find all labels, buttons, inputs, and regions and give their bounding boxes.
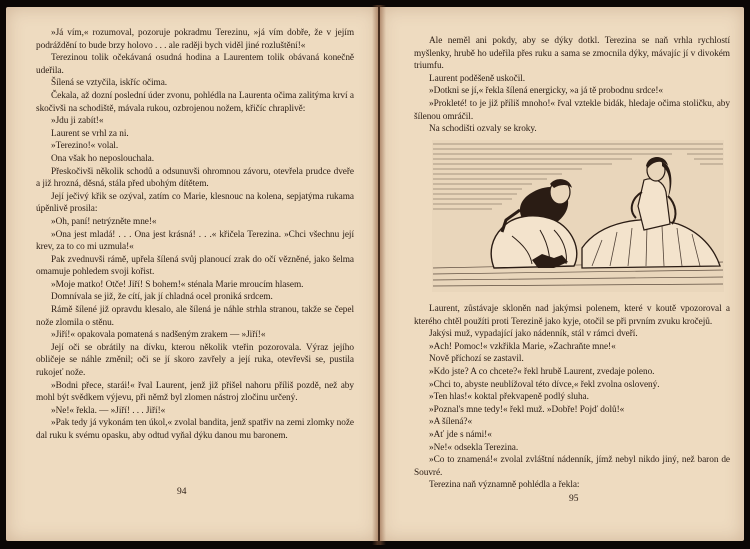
- paragraph: »Chci to, abyste neublížoval této dívce,« řekl zvolna oslovený.: [429, 379, 660, 390]
- paragraph: »Pak tedy já vykonám ten úkol,« zvolal bandita, jenž spatřiv na zemi zlomky nože dal ruku k svému opasku, aby odtud vyňal dýku danou mu baronem.: [36, 418, 354, 441]
- engraving-illustration: [432, 140, 724, 292]
- paragraph: Laurent poděšeně uskočil.: [429, 73, 526, 84]
- paragraph: »Ona jest mladá! . . . Ona jest krásná! . . .« křičela Terezina. »Chci všechnu její krev, za to co mi uzmula!«: [36, 229, 354, 253]
- paragraph: »Jdu ji zabít!«: [51, 116, 104, 127]
- paragraph: »Poznal's mne tedy!« řekl muž. »Dobře! Pojď dolů!«: [429, 404, 625, 415]
- book-gutter: [372, 5, 386, 545]
- right-page-text-top: [414, 35, 730, 136]
- paragraph: Terezina naň významně pohlédla a řekla:: [429, 480, 580, 491]
- left-page: [6, 7, 378, 541]
- paragraph: Ale neměl ani pokdy, aby se dýky dotkl. Terezina se naň vrhla rychlostí myšlenky, hrubě ho udeřila přes ruku a sama se zmocnila dýky, mávajíc jí v divokém triumfu.: [414, 36, 730, 72]
- right-page-number: 95: [569, 494, 579, 504]
- paragraph: »Ten hlas!« koktal překvapeně podlý sluha.: [429, 392, 589, 403]
- paragraph: »Prokleté! to je již příliš mnoho!« řval vztekle bidák, hledaje očima stoličku, aby šílenou omráčil.: [414, 98, 730, 122]
- paragraph: Jakýsi muž, vypadající jako nádenník, stál v rámci dveří.: [429, 329, 638, 340]
- paragraph: Její oči se obrátily na dívku, kterou několik vteřin pozorovala. Výraz jejího obličeje se náhle změnil; oči se jí skoro zavřely a její ruka, otevřevši se, pustila rukojeť nože.: [36, 342, 354, 379]
- paragraph: Na schodišti ozvaly se kroky.: [429, 124, 537, 135]
- paragraph: Laurent, zůstávaje skloněn nad jakýmsi polenem, které v koutě vpozoroval a kterého chtěl použíti proti Terezině jako kyje, otočil se při prvním zvuku kročejů.: [414, 304, 730, 327]
- book-spread: [6, 5, 744, 545]
- paragraph: Přeskočivši několik schodů a odsunuvši ohromnou závoru, otevřela prudce dveře a již hrozná, děsná, stála před ubohým dítětem.: [36, 166, 354, 190]
- paragraph: »Já vím,« rozumoval, pozoruje pokradmu Terezinu, »já vím dobře, že v jejím podráždění to bude brzy holovo . . . ale raději bych viděl jiné rozluštění!«: [36, 28, 354, 51]
- paragraph: Terezinou tolik očekávaná osudná hodina a Laurentem tolik obávaná konečně udeřila.: [36, 53, 354, 76]
- right-page: [380, 7, 744, 541]
- paragraph: »Moje matko! Otče! Jiří! S bohem!« sténala Marie mroucím hlasem.: [51, 279, 304, 290]
- left-page-text: [36, 27, 354, 443]
- paragraph: »Jiří!« opakovala pomatená s nadšeným zrakem — »Jiří!«: [51, 330, 266, 341]
- paragraph: Rámě šílené již opravdu klesalo, ale šílená je náhle strhla stranou, takže se čepel nože zlomila o stěnu.: [36, 305, 354, 328]
- right-page-text-bottom: [414, 303, 730, 492]
- paragraph: »Kdo jste? A co chcete?« řekl hrubě Laurent, zvedaje poleno.: [429, 366, 655, 377]
- paragraph: »Oh, paní! netrýzněte mne!«: [51, 216, 157, 227]
- paragraph: »A šílená?«: [429, 417, 473, 428]
- paragraph: Čekala, až dozní poslední úder zvonu, pohlédla na Laurenta očima zalitýma krví a skočivši na schodiště, mávala rukou, ozbrojenou nožem, křičíc chraplivě:: [36, 90, 354, 114]
- paragraph: Její ječivý křik se ozýval, zatím co Marie, klesnouc na kolena, sepjatýma rukama úpěnlivě prosila:: [36, 191, 354, 215]
- paragraph: »Co to znamená!« zvolal zvláštní nádenník, jímž nebyl nikdo jiný, než baron de Souvré.: [414, 455, 730, 478]
- paragraph: Pak zvednuvši rámě, upřela šílená svůj planoucí zrak do očí vězněné, jako šelma omamuje pohledem svoji kořist.: [36, 254, 354, 278]
- left-page-number: 94: [177, 487, 187, 497]
- paragraph: »Bodni přece, starái!« řval Laurent, jenž již přišel nahoru příliš pozdě, než aby mohl být svědkem výjevu, při němž byl zlomen nástroj zločinu určený.: [36, 380, 354, 404]
- paragraph: »Ať jde s námi!«: [429, 429, 492, 440]
- paragraph: »Dotkni se jí,« řekla šílená energicky, »a já tě probodnu srdce!«: [429, 86, 664, 97]
- paragraph: Ona však ho neposlouchala.: [51, 153, 155, 164]
- paragraph: Laurent se vrhl za ni.: [51, 128, 129, 139]
- paragraph: »Ach! Pomoc!« vzkřikla Marie, »Zachraňte mne!«: [429, 341, 616, 352]
- paragraph: »Ne!« řekla. — »Jiří! . . . Jiří!«: [51, 405, 166, 416]
- paragraph: »Ne!« odsekla Terezina.: [429, 442, 519, 453]
- paragraph: Šílená se vztyčila, iskříc očima.: [51, 78, 168, 89]
- paragraph: Domnívala se již, že cítí, jak jí chladná ocel proniká srdcem.: [51, 292, 273, 303]
- paragraph: »Terezino!« volal.: [51, 141, 119, 152]
- paragraph: Nově příchozí se zastavil.: [429, 354, 524, 365]
